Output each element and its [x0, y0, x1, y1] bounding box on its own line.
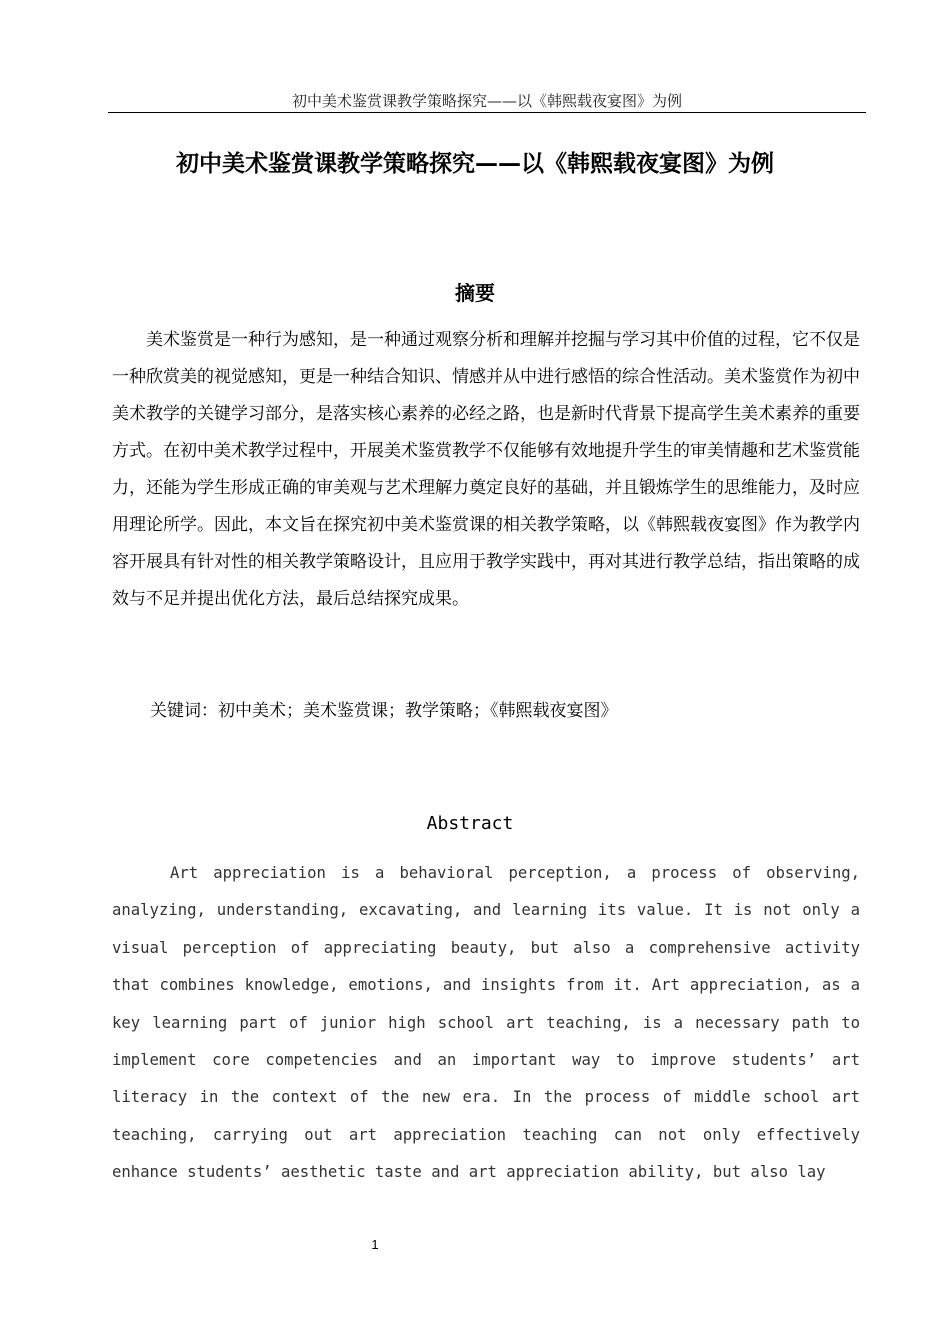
abstract-cn-heading: 摘要 — [455, 281, 495, 305]
keywords: 关键词：初中美术；美术鉴赏课；教学策略；《韩熙载夜宴图》 — [150, 701, 618, 721]
page-number: 1 — [371, 1237, 379, 1252]
document-title: 初中美术鉴赏课教学策略探究——以《韩熙载夜宴图》为例 — [176, 151, 774, 177]
abstract-en-heading: Abstract — [426, 813, 514, 834]
abstract-en-body: Art appreciation is a behavioral perception, a process of observing, analyzing, understanding, excavating, and learning its value. It is not only a visual perception of appreciating beauty, but also a comprehensive activity that combines knowledge, emotions, and insights from it. Art appreciation, as a key learning part of junior high school art teaching, is a necessary path to implement core competencies and an important way to improve students’ art literacy in the context of the new era. In the process of middle school art teaching, carrying out art appreciation teaching can not only effectively enhance students’ aesthetic taste and art appreciation ability, but also lay — [112, 864, 860, 1182]
abstract-cn-body: 美术鉴赏是一种行为感知，是一种通过观察分析和理解并挖掘与学习其中价值的过程，它不仅是一种欣赏美的视觉感知，更是一种结合知识、情感并从中进行感悟的综合性活动。美术鉴赏作为初中美术教学的关键学习部分，是落实核心素养的必经之路，也是新时代背景下提高学生美术素养的重要方式。在初中美术教学过程中，开展美术鉴赏教学不仅能够有效地提升学生的审美情趣和艺术鉴赏能力，还能为学生形成正确的审美观与艺术理解力奠定良好的基础，并且锻炼学生的思维能力，及时应用理论所学。因此，本文旨在探究初中美术鉴赏课的相关教学策略，以《韩熙载夜宴图》作为教学内容开展具有针对性的相关教学策略设计，且应用于教学实践中，再对其进行教学总结，指出策略的成效与不足并提出优化方法，最后总结探究成果。 — [112, 330, 860, 609]
running-header: 初中美术鉴赏课教学策略探究——以《韩熙载夜宴图》为例 — [291, 92, 682, 110]
header-rule — [108, 112, 866, 113]
